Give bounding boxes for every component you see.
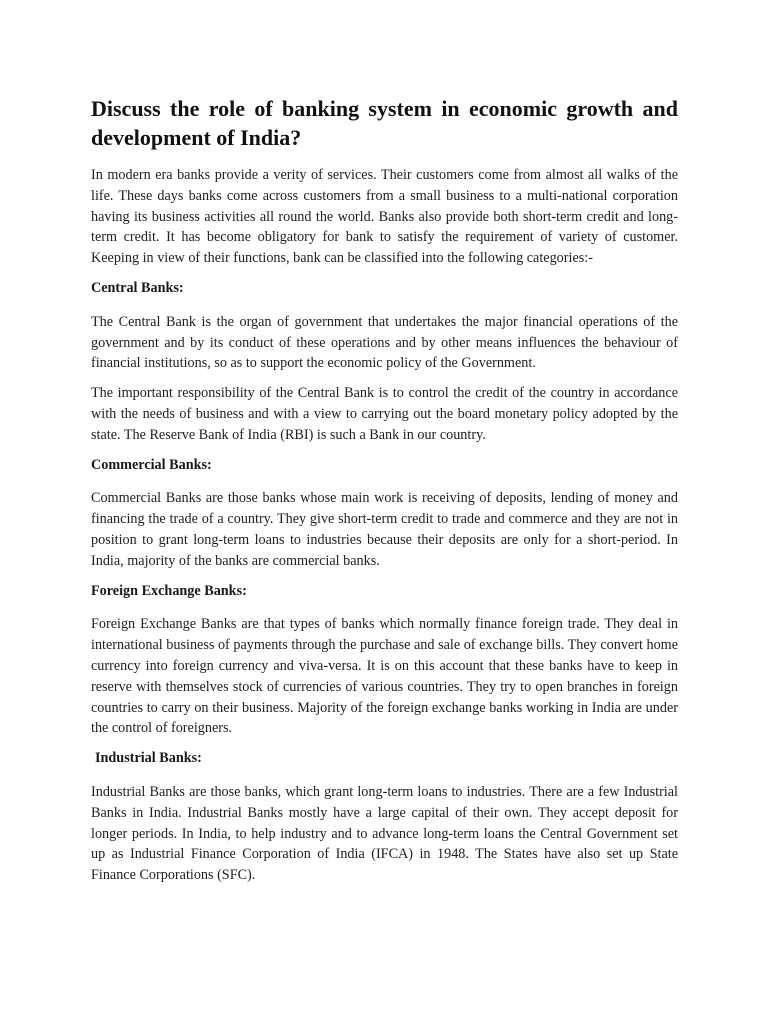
section-foreign-exchange-banks [91, 581, 678, 740]
section-central-banks [91, 278, 678, 446]
section-paragraph: Industrial Banks are those banks, which grant long-term loans to industries. There are a few Industrial Banks in India. Industrial Banks mostly have a large capital of their own. They accept deposit for longer periods. In India, to help industry and to advance long-term loans the Central Government set up as Industrial Finance Corporation of India (IFCA) in 1948. The States have also set up State Finance Corporations (SFC). [91, 783, 678, 884]
section-paragraph: The important responsibility of the Central Bank is to control the credit of the country in accordance with the needs of business and with a view to carrying out the board monetary policy adopted by the state. The Reserve Bank of India (RBI) is such a Bank in our country. [91, 385, 678, 443]
section-paragraph: The Central Bank is the organ of government that undertakes the major financial operations of the government and by its conduct of these operations and by other means influences the behaviour of financial institutions, so as to support the economic policy of the Government. [91, 313, 678, 372]
section-industrial-banks [91, 748, 678, 886]
section-heading: Industrial Banks: [95, 750, 202, 767]
section-commercial-banks [91, 455, 678, 572]
section-paragraph: Commercial Banks are those banks whose main work is receiving of deposits, lending of money and financing the trade of a country. They give short-term credit to trade and commerce and they are not in position to grant long-term loans to industries because their deposits are only for a short-period. In India, majority of the banks are commercial banks. [91, 490, 678, 569]
document-page [91, 94, 678, 895]
intro-paragraph: In modern era banks provide a verity of services. Their customers come from almost all walks of the life. These days banks come across customers from a small business to a multi-national corporation having its business activities all round the world. Banks also provide both short-term credit and long-term credit. It has become obligatory for bank to satisfy the requirement of variety of customer. Keeping in view of their functions, bank can be classified into the following categories:- [91, 167, 678, 267]
section-heading: Commercial Banks: [91, 456, 212, 473]
section-heading: Central Banks: [91, 279, 184, 296]
section-heading: Foreign Exchange Banks: [91, 582, 247, 599]
section-paragraph: Foreign Exchange Banks are that types of banks which normally finance foreign trade. They deal in international business of payments through the purchase and sale of exchange bills. They convert home currency into foreign currency and viva-versa. It is on this account that these banks have to keep in reserve with themselves stock of currencies of various countries. They try to open branches in foreign countries to carry on their business. Majority of the foreign exchange banks working in India are under the control of foreigners. [91, 616, 678, 737]
page-title: Discuss the role of banking system in economic growth and development of India? [91, 96, 678, 150]
